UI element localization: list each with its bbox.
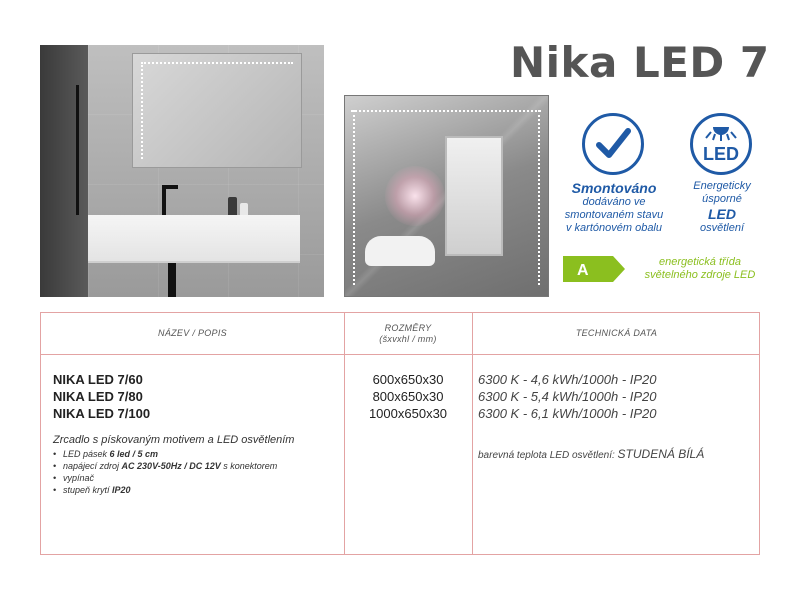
- header-dimensions-label: ROZMĚRY: [384, 322, 432, 333]
- checkmark-icon: [582, 113, 644, 175]
- feature-bullet-list: [53, 448, 294, 496]
- led-bulb-icon: [690, 113, 752, 175]
- feature-led-line: Energeticky: [693, 180, 751, 192]
- feature-assembled-line: smontovaném stavu: [564, 209, 664, 221]
- feature-assembled-line: v kartónovém obalu: [566, 222, 662, 234]
- product-description: [53, 434, 294, 496]
- model-tech: 6300 K - 6,1 kWh/1000h - IP20: [478, 406, 657, 421]
- energy-class-line: energetická třída: [659, 256, 741, 268]
- product-photo-bathroom: [40, 45, 324, 297]
- header-dimensions: [344, 313, 472, 354]
- dimension-list: [344, 371, 472, 422]
- header-tech: TECHNICKÁ DATA: [575, 328, 658, 338]
- model-dimensions: 600x650x30: [372, 372, 444, 387]
- feature-assembled-line: dodáváno ve: [582, 196, 646, 208]
- tech-list: [478, 371, 657, 422]
- product-photo-mirror-detail: [344, 95, 549, 297]
- feature-assembled: [555, 180, 673, 235]
- model-name: NIKA LED 7/60: [53, 372, 143, 387]
- model-name: NIKA LED 7/80: [53, 389, 143, 404]
- spec-table: [40, 312, 760, 555]
- bullet-item: • LED pásek 6 led / 5 cm: [53, 448, 294, 460]
- header-dimensions-unit: (šxvxhl / mm): [379, 333, 437, 344]
- header-name: NÁZEV / POPIS: [158, 328, 227, 338]
- model-dimensions: 1000x650x30: [368, 406, 448, 421]
- feature-led-tail: osvětlení: [699, 222, 745, 234]
- feature-led-heading: LED: [708, 206, 736, 222]
- energy-class-text: [640, 256, 760, 282]
- feature-assembled-heading: Smontováno: [571, 180, 657, 196]
- description-intro: Zrcadlo s pískovaným motivem a LED osvětlením: [53, 434, 295, 446]
- feature-led-line: úsporné: [702, 193, 742, 205]
- color-temperature: [478, 447, 704, 461]
- led-badge-label: LED: [703, 144, 739, 164]
- color-temperature-label: barevná teplota LED osvětlení:: [478, 450, 618, 461]
- color-temperature-value: STUDENÁ BÍLÁ: [617, 447, 705, 461]
- bullet-item: • napájecí zdroj AC 230V-50Hz / DC 12V s konektorem: [53, 460, 294, 472]
- energy-class-badge: [563, 256, 625, 282]
- model-tech: 6300 K - 4,6 kWh/1000h - IP20: [478, 372, 657, 387]
- energy-class-line: světelného zdroje LED: [644, 269, 756, 281]
- bullet-item: • stupeň krytí IP20: [53, 484, 294, 496]
- product-title: Nika LED 7: [510, 38, 770, 87]
- model-dimensions: 800x650x30: [372, 389, 444, 404]
- bullet-item: • vypínač: [53, 472, 294, 484]
- model-name: NIKA LED 7/100: [53, 406, 151, 421]
- model-list: [53, 371, 150, 422]
- feature-led: [680, 180, 764, 235]
- model-tech: 6300 K - 5,4 kWh/1000h - IP20: [478, 389, 657, 404]
- energy-class-letter: A: [577, 262, 589, 279]
